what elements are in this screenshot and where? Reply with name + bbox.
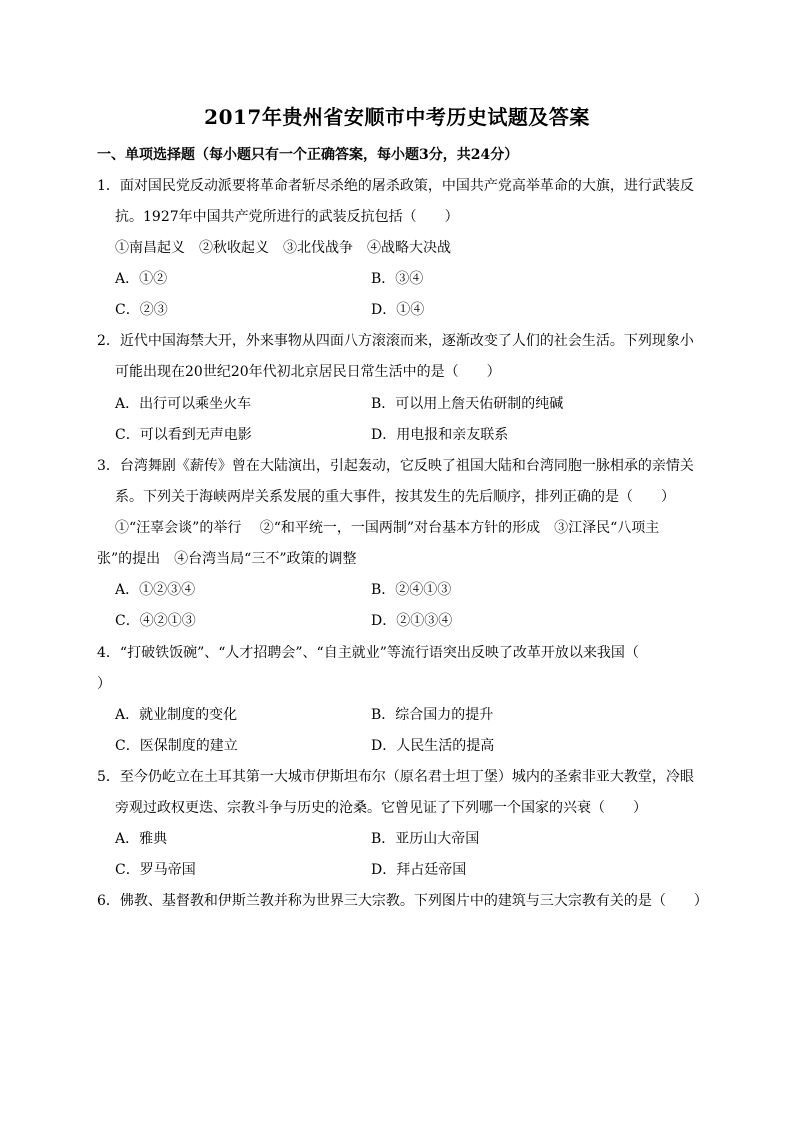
q3-stem-line1: 3．台湾舞剧《薪传》曾在大陆演出，引起轰动，它反映了祖国大陆和台湾同胞一脉相承的亲情关 [97, 458, 694, 474]
q2-option-b: B．可以用上詹天佑研制的纯碱 [371, 396, 564, 412]
q2-option-a: A．出行可以乘坐火车 [115, 396, 252, 412]
q1-stem-line1: 1．面对国民党反动派要将革命者斩尽杀绝的屠杀政策，中国共产党高举革命的大旗，进行武装反 [97, 178, 694, 194]
q2-stem-line2: 可能出现在20世纪20年代初北京居民日常生活中的是（ ） [115, 364, 501, 380]
q2-option-c: C．可以看到无声电影 [115, 427, 252, 443]
q1-option-c: C．②③ [115, 302, 168, 318]
q3-option-a: A．①②③④ [115, 582, 196, 598]
section-heading: 一、单项选择题（每小题只有一个正确答案，每小题3分，共24分） [97, 147, 519, 163]
q3-option-b: B．②④①③ [371, 582, 452, 598]
q4-stem-line2: ） [97, 676, 111, 692]
q4-option-a: A．就业制度的变化 [115, 707, 238, 723]
q5-option-a: A．雅典 [115, 831, 168, 847]
q5-stem-line2: 旁观过政权更迭、宗教斗争与历史的沧桑。它曾见证了下列哪一个国家的兴衰（ ） [115, 800, 647, 816]
q5-option-b: B．亚历山大帝国 [371, 831, 480, 847]
q1-option-d: D．①④ [371, 302, 425, 318]
q3-items-line2: 张”的提出 ④台湾当局“三不”政策的调整 [97, 551, 357, 567]
exam-title: 2017年贵州省安顺市中考历史试题及答案 [204, 105, 590, 129]
q3-items-line1: ①“汪辜会谈”的举行 ②“和平统一，一国两制”对台基本方针的形成 ③江泽民“八项主 [115, 520, 660, 536]
q5-option-c: C．罗马帝国 [115, 862, 196, 878]
q1-items: ①南昌起义 ②秋收起义 ③北伐战争 ④战略大决战 [115, 240, 451, 256]
q4-option-c: C．医保制度的建立 [115, 738, 238, 754]
q4-option-d: D．人民生活的提高 [371, 738, 495, 754]
q3-stem-line2: 系。下列关于海峡两岸关系发展的重大事件，按其发生的先后顺序，排列正确的是（ ） [115, 489, 675, 505]
q1-option-a: A．①② [115, 271, 168, 287]
q5-option-d: D．拜占廷帝国 [371, 862, 467, 878]
q1-stem-line2: 抗。1927年中国共产党所进行的武装反抗包括（ ） [115, 209, 459, 225]
q2-option-d: D．用电报和亲友联系 [371, 427, 509, 443]
q2-stem-line1: 2．近代中国海禁大开，外来事物从四面八方滚滚而来，逐渐改变了人们的社会生活。下列现象小 [97, 333, 694, 349]
q4-option-b: B．综合国力的提升 [371, 707, 494, 723]
q3-option-d: D．②①③④ [371, 613, 453, 629]
q3-option-c: C．④②①③ [115, 613, 196, 629]
q6-stem-line1: 6．佛教、基督教和伊斯兰教并称为世界三大宗教。下列图片中的建筑与三大宗教有关的是（ ） [97, 893, 708, 909]
q4-stem-line1: 4．“打破铁饭碗”、“人才招聘会”、“自主就业”等流行语突出反映了改革开放以来我国（ [97, 645, 639, 661]
q5-stem-line1: 5．至今仍屹立在土耳其第一大城市伊斯坦布尔（原名君士坦丁堡）城内的圣索非亚大教堂，冷眼 [97, 769, 694, 785]
q1-option-b: B．③④ [371, 271, 424, 287]
